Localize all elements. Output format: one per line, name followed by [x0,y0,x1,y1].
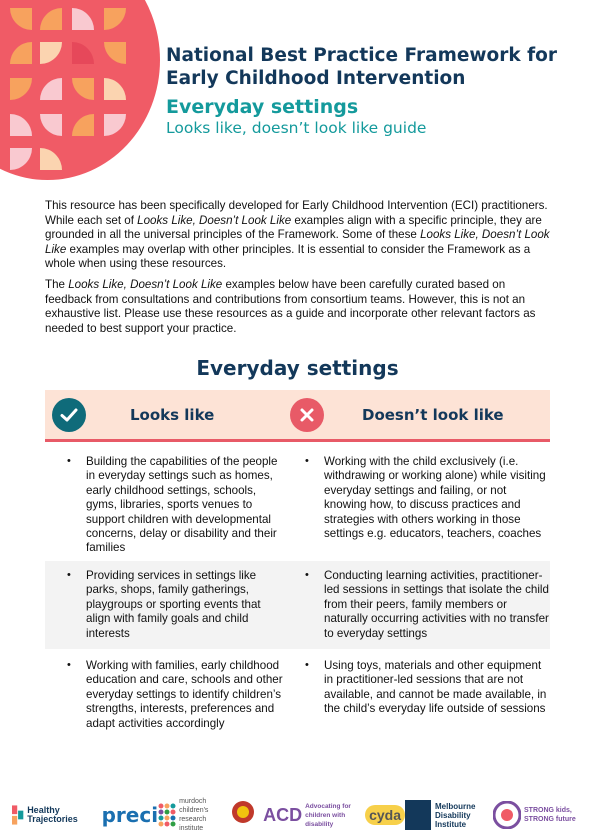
snaicc-icon [223,800,263,830]
document-title: National Best Practice Framework for Early Childhood Intervention [166,45,557,89]
looks-like-header [45,390,295,439]
intro-paragraph-1 [45,199,555,272]
bullet: • [67,569,71,581]
footer-logos [12,796,584,834]
looks-like-label: Looks like [130,405,215,424]
preci-logo [102,803,158,827]
document-tagline: Looks like, doesn’t look like guide [166,119,427,137]
doesnt-look-like-header [295,390,550,439]
snaicc-logo [223,800,263,830]
emphasis-text: Looks Like, Doesn’t Look Like [45,228,550,256]
melbourne-disability-institute-logo [405,800,493,830]
table-row [45,447,550,559]
bullet: • [305,455,309,467]
logo-text: Advocating for children with disability [305,802,351,828]
text-span: examples may overlap with other principles. It is essential to consider the Framework as a whole when using these resources. [45,242,531,271]
looks-like-item: Providing services in settings like parks, shops, family gatherings, playgroups or sporting events that align with family goals and child interests [86,569,261,640]
logo-text: ACD [263,804,303,825]
university-crest-icon [405,800,431,830]
text-span: This resource has been specifically developed for Early Childhood Intervention (ECI) practitioners. While each set of [45,199,548,227]
doesnt-look-like-item: Working with the child exclusively (i.e. withdrawing or working alone) while visiting everyday settings and failing, or not knowing how, to discuss practices and strategies with others working in those settings e.g. educators, teachers, coaches [324,455,546,541]
healthy-trajectories-icon [12,804,24,826]
emphasis-text: Looks Like, Doesn’t Look Like [68,277,223,291]
bullet: • [305,569,309,581]
logo-text: STRONG kids, STRONG future [524,807,576,823]
table-row [45,561,550,649]
mcri-icon [158,803,176,827]
strong-kids-icon [493,801,521,829]
section-title: Everyday settings [196,356,399,380]
looks-like-item: Building the capabilities of the people in everyday settings such as homes, early childhood settings, schools, gyms, libraries, sports venues to support children with developmental concerns, delay or disability and their families [86,455,278,555]
text-span: examples below have been carefully curated based on feedback from consultations and contributions from consortium teams. However, this is not an exhaustive list. Please use these resources as a guide and incorporate other relevant factors as needed to best support your practice. [45,277,536,335]
acd-logo [263,802,365,829]
logo-text: murdoch children's research institute [179,798,209,832]
cyda-logo [365,805,405,825]
text-span: The [45,277,69,291]
document-subtitle: Everyday settings [166,96,359,118]
doesnt-look-like-item: Using toys, materials and other equipment in practitioner-led sessions that are not available, and cannot be made available, in the child’s everyday life outside of sessions [324,659,547,716]
intro-paragraph-2 [45,278,555,336]
mcri-logo [158,797,223,833]
looks-like-item: Working with families, early childhood education and care, schools and other everyday settings to identify children’s strengths, interests, preferences and adapt activities accordingly [86,659,283,730]
cross-icon [290,398,324,432]
bullet: • [67,659,71,671]
text-span: examples align with a specific principle, they are grounded in all the universal principles of the Framework. Some of these [45,213,542,242]
logo-text: preci [101,803,159,827]
strong-kids-logo [493,801,584,829]
check-icon [52,398,86,432]
emphasis-text: Looks Like, Doesn’t Look Like [137,213,292,227]
title-block [166,44,586,137]
doesnt-look-like-item: Conducting learning activities, practitioner-led sessions in settings that isolate the child from their peers, family members or naturally occurring activities with no transfer to everyday settings [324,569,549,640]
logo-text: Healthy Trajectories [27,805,78,824]
bullet: • [305,659,309,671]
healthy-trajectories-logo [12,804,102,826]
logo-text: Melbourne Disability Institute [435,801,476,829]
header-decoration [0,0,160,180]
bullet: • [67,455,71,467]
table-header [45,390,550,442]
intro-text [45,199,555,342]
logo-text: cyda [365,805,405,825]
table-row [45,651,550,751]
doesnt-look-like-label: Doesn’t look like [362,405,504,424]
